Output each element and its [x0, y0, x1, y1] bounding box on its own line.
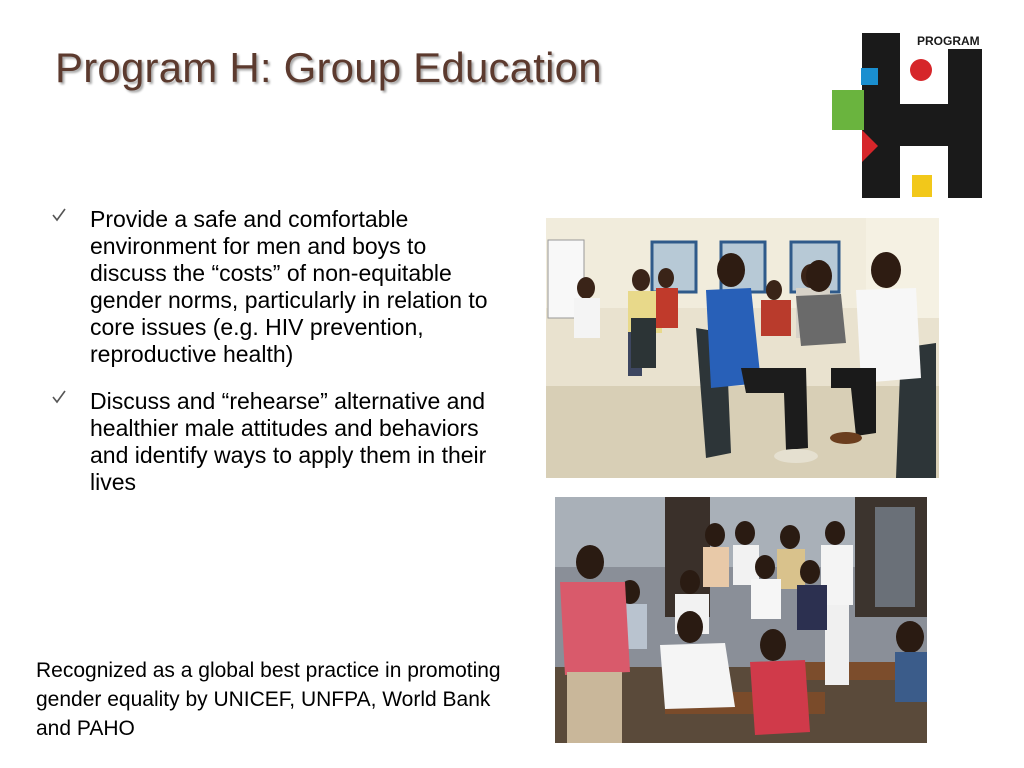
- bullet-item: [52, 388, 492, 496]
- checkmark-icon: [52, 390, 66, 404]
- slide-title: Program H: Group Education: [55, 44, 602, 91]
- program-h-logo: [830, 30, 985, 202]
- bullet-text: Provide a safe and comfortable environment for men and boys to discuss the “costs” of non-equitable gender norms, particularly in relation to core issues (e.g. HIV prevention, reproductive health): [90, 206, 488, 367]
- logo-yellow-square: [912, 175, 932, 197]
- bullet-item: [52, 206, 492, 368]
- bullet-text: Discuss and “rehearse” alternative and healthier male attitudes and behaviors and identify ways to apply them in their lives: [90, 388, 487, 495]
- recognition-note: Recognized as a global best practice in promoting gender equality by UNICEF, UNFPA, World Bank and PAHO: [36, 659, 501, 740]
- classroom-group-photo: [555, 497, 927, 743]
- logo-blue-square: [861, 68, 878, 85]
- logo-green-square: [832, 90, 864, 130]
- bullet-list: [52, 206, 492, 516]
- logo-program-text: PROGRAM: [917, 34, 980, 48]
- logo-red-circle: [910, 59, 932, 81]
- group-discussion-photo: [546, 218, 939, 478]
- checkmark-icon: [52, 208, 66, 222]
- logo-h-crossbar: [862, 104, 982, 146]
